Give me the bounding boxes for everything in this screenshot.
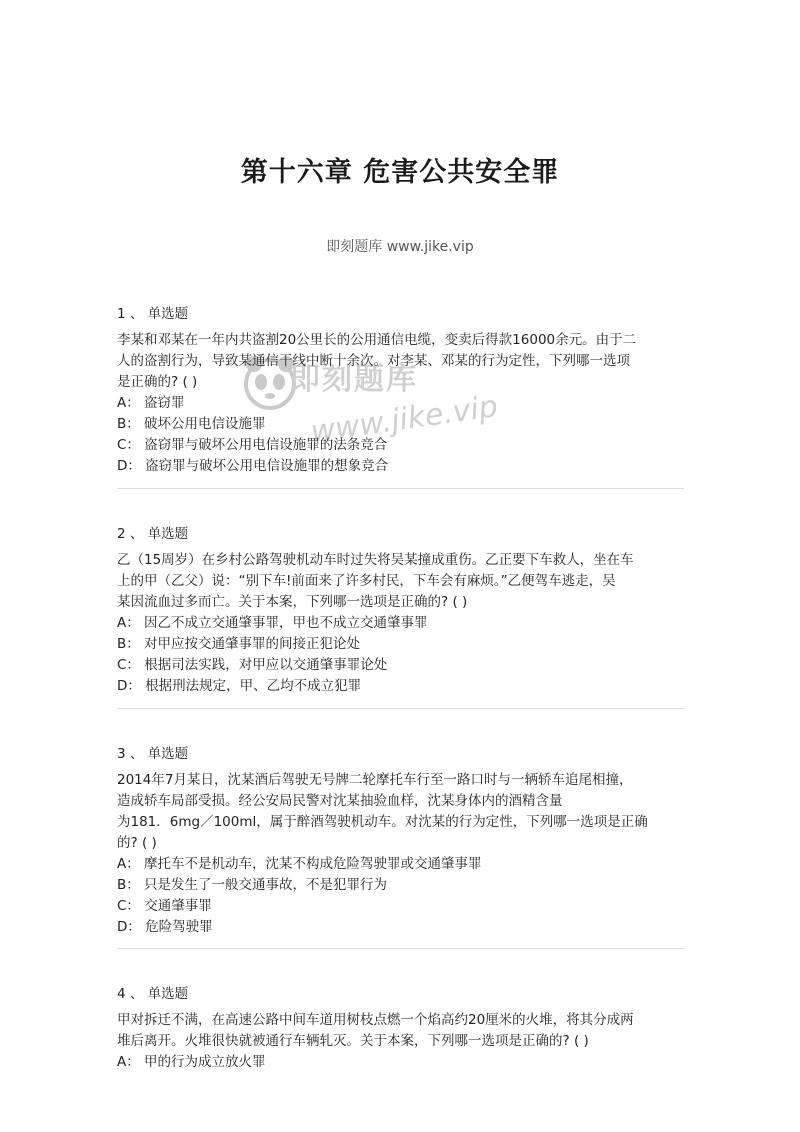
question-header	[117, 304, 687, 325]
option-a: A： 摩托车不是机动车，沈某不构成危险驾驶罪或交通肇事罪	[117, 856, 482, 872]
option-a: A： 盗窃罪	[117, 395, 185, 411]
question-divider	[117, 488, 684, 489]
question-stem-line: 为181．6mg／100ml，属于醉酒驾驶机动车。对沈某的行为定性，下列哪一选项是正确	[117, 814, 648, 830]
option-b: B： 只是发生了一般交通事故，不是犯罪行为	[117, 877, 388, 893]
question-stem-line: 的? ( )	[117, 835, 157, 851]
question-header	[117, 524, 687, 545]
question-number: 3 、	[117, 746, 144, 762]
option-b: B： 对甲应按交通肇事罪的间接正犯论处	[117, 636, 361, 652]
question-stem-line: 是正确的? ( )	[117, 374, 198, 390]
option-d: D： 危险驾驶罪	[117, 919, 213, 935]
question-2	[117, 524, 687, 697]
question-type: 单选题	[147, 526, 189, 542]
option-d: D： 盗窃罪与破坏公用电信设施罪的想象竞合	[117, 458, 389, 474]
option-c: C： 盗窃罪与破坏公用电信设施罪的法条竞合	[117, 437, 388, 453]
question-header	[117, 984, 687, 1005]
question-stem-line: 某因流血过多而亡。关于本案，下列哪一选项是正确的? ( )	[117, 594, 468, 610]
option-a: A： 甲的行为成立放火罪	[117, 1054, 266, 1070]
question-number: 4 、	[117, 986, 144, 1002]
page-subtitle: 即刻题库 www.jike.vip	[326, 239, 474, 255]
question-type: 单选题	[147, 986, 189, 1002]
question-number: 2 、	[117, 526, 144, 542]
question-type: 单选题	[147, 306, 189, 322]
question-3	[117, 744, 687, 938]
question-stem-line: 人的盗割行为，导致某通信干线中断十余次。对李某、邓某的行为定性，下列哪一选项	[117, 353, 630, 369]
watermark-text: 即刻题库	[290, 362, 418, 397]
watermark-url: www.jike.vip	[308, 389, 500, 450]
question-type: 单选题	[147, 746, 189, 762]
question-number: 1 、	[117, 306, 144, 322]
page-title: 第十六章 危害公共安全罪	[240, 157, 560, 188]
question-header	[117, 744, 687, 765]
option-c: C： 根据司法实践，对甲应以交通肇事罪论处	[117, 657, 388, 673]
question-stem-line: 造成轿车局部受损。经公安局民警对沈某抽验血样，沈某身体内的酒精含量	[117, 793, 563, 809]
option-b: B： 破坏公用电信设施罪	[117, 416, 266, 432]
question-1	[117, 304, 687, 477]
option-a: A： 因乙不成立交通肇事罪，甲也不成立交通肇事罪	[117, 615, 428, 631]
question-stem-line: 上的甲（乙父）说：“别下车!前面来了许多村民，下车会有麻烦。”乙便驾车逃走，吴	[117, 573, 616, 589]
question-stem-line: 甲对拆迁不满，在高速公路中间车道用树枝点燃一个焰高约20厘米的火堆，将其分成两	[117, 1012, 634, 1028]
question-stem-line: 2014年7月某日，沈某酒后驾驶无号牌二轮摩托车行至一路口时与一辆轿车追尾相撞，	[117, 772, 633, 788]
option-c: C： 交通肇事罪	[117, 898, 212, 914]
question-divider	[117, 948, 684, 949]
question-divider	[117, 708, 684, 709]
option-d: D： 根据刑法规定，甲、乙均不成立犯罪	[117, 678, 362, 694]
question-stem-line: 堆后离开。火堆很快就被通行车辆轧灭。关于本案，下列哪一选项是正确的? ( )	[117, 1033, 589, 1049]
question-stem-line: 乙（15周岁）在乡村公路驾驶机动车时过失将吴某撞成重伤。乙正要下车救人，坐在车	[117, 552, 634, 568]
question-4	[117, 984, 687, 1073]
question-stem-line: 李某和邓某在一年内共盗割20公里长的公用通信电缆，变卖后得款16000余元。由于二	[117, 332, 637, 348]
